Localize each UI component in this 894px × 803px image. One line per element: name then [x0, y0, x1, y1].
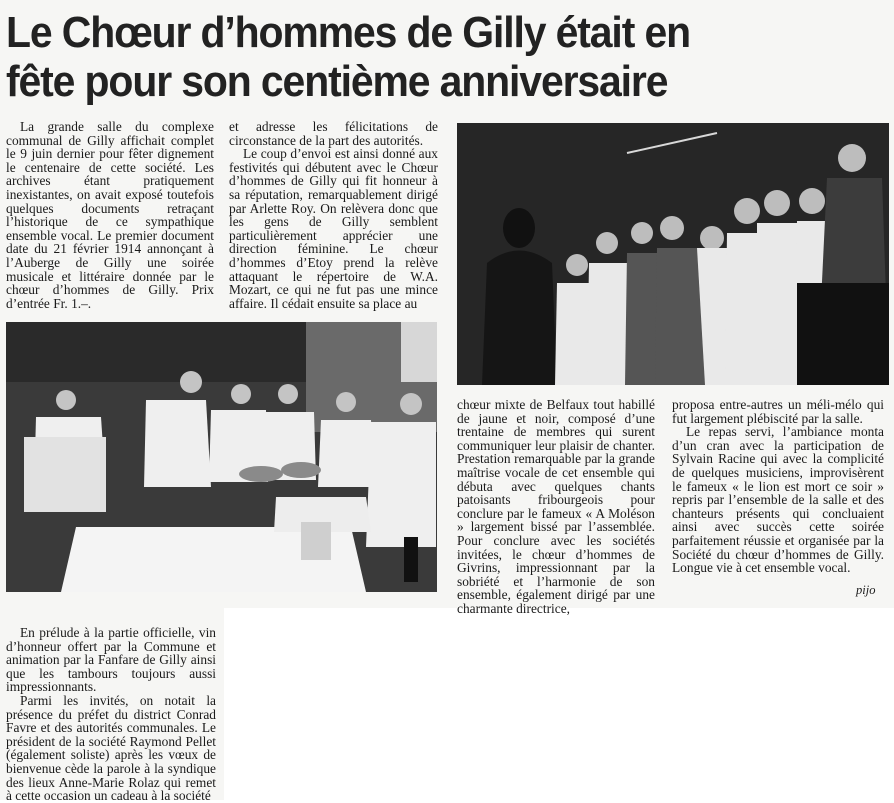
- article-column-1-bottom: [6, 626, 216, 803]
- paragraph: Le coup d’envoi est ainsi donné aux festivités qui débutent avec le Chœur d’hommes de Gilly qui fit honneur à sa réputation, remarquablement dirigé par Arlette Roy. On relèvera donc que les gens de Gilly semblent particulièrement apprécier une direction féminine. Le chœur d’hommes d’Etoy prend la relève attaquant le répertoire de W.A. Mozart, ce qui ne fut pas une mince affaire. Il cédait ensuite sa place au: [229, 146, 438, 311]
- ceremony-banquet-photo: [6, 322, 437, 592]
- article-column-2-top: [229, 120, 438, 310]
- headline-line-2: fête pour son centième anniversaire: [6, 57, 668, 106]
- article-column-1-top: [6, 120, 214, 310]
- headline: [6, 8, 828, 106]
- article-column-4-bottom: [672, 398, 884, 575]
- author-signature: pijo: [856, 583, 876, 597]
- paragraph: et adresse les félicitations de circonstance de la part des autorités.: [229, 119, 438, 148]
- banquet-photo-illustration: [6, 322, 437, 592]
- article-column-3-bottom: [457, 398, 655, 616]
- paragraph: Parmi les invités, on notait la présence du préfet du district Conrad Favre et des autorités communales. Le président de la société Raymond Pellet (également soliste) après les vœux de bienvenue cède la parole à la syndique des lieux Anne-Marie Rolaz qui remet à cette occasion un cadeau à la société: [6, 692, 216, 803]
- paragraph: Le repas servi, l’ambiance monta d’un cran avec la participation de Sylvain Racine qui avec la complicité de quelques musiciens, improvisèrent le fameux « le lion est mort ce soir » repris par l’ensemble de la salle et des chanteurs présents qui concluaient ainsi avec succès cette soirée parfaitement réussie et organisée par la Société du chœur d’hommes de Gilly. Longue vie à cet ensemble vocal.: [672, 424, 884, 576]
- paragraph: chœur mixte de Belfaux tout habillé de jaune et noir, composé d’une trentaine de membres qui surent communiquer leur plaisir de chanter. Prestation remarquable par la grande maîtrise vocale de cet ensemble qui débuta avec quelques chants patoisants fribourgeois pour conclure par le fameux « A Moléson » largement bissé par l’assemblée. Pour conclure avec les sociétés invitées, le chœur d’hommes de Givrins, impressionnant par la sobriété et l’harmonie de son ensemble, également dirigé par une charmante directrice,: [457, 397, 655, 616]
- headline-line-1: Le Chœur d’hommes de Gilly était en: [6, 8, 690, 57]
- choir-singing-photo: [457, 123, 889, 385]
- paragraph: proposa entre-autres un méli-mélo qui fut largement plébiscité par la salle.: [672, 397, 884, 426]
- paragraph: La grande salle du complexe communal de Gilly affichait complet le 9 juin dernier pour fêter dignement le centenaire de cette société. Les archives étant pratiquement inexistantes, on avait exposé toutefois quelques documents retraçant l’historique de ce sympathique ensemble vocal. Le premier document date du 21 février 1914 annonçant à l’Auberge de Gilly une soirée musicale et littéraire donnée par le chœur d’hommes de Gilly. Prix d’entrée Fr. 1.–.: [6, 119, 214, 311]
- paragraph: En prélude à la partie officielle, vin d’honneur offert par la Commune et animation par la Fanfare de Gilly ainsi que les tambours toujours aussi impressionnants.: [6, 625, 216, 695]
- choir-photo-illustration: [457, 123, 889, 385]
- blank-area: [224, 608, 894, 800]
